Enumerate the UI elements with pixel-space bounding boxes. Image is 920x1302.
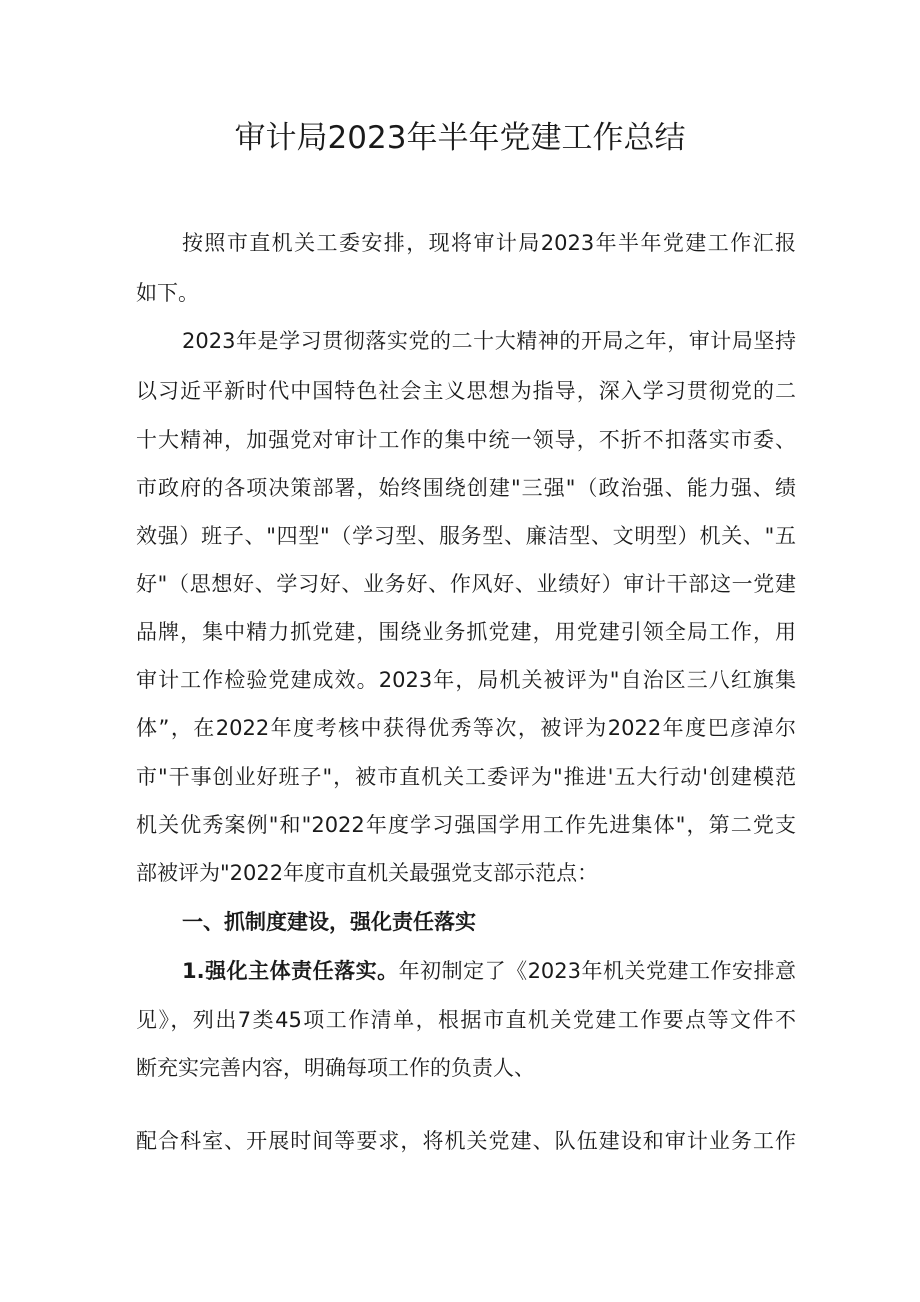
item-line: [182, 956, 796, 986]
paragraph-line: 好"（思想好、学习好、业务好、作风好、业绩好）审计干部这一党建: [136, 572, 796, 596]
paragraph-line: 市"干事创业好班子"，被市直机关工委评为"推进'五大行动'创建模范: [136, 765, 796, 789]
paragraph-line: 十大精神，加强党对审计工作的集中统一领导，不折不扣落实市委、: [136, 428, 796, 452]
paragraph-line: 体”，在2022年度考核中获得优秀等次，被评为2022年度巴彦淖尔: [136, 716, 796, 740]
paragraph-line: 见》，列出7类45项工作清单，根据市直机关党建工作要点等文件不: [136, 1008, 796, 1032]
item-text: 年初制定了《2023年机关党建工作安排意: [398, 959, 796, 983]
paragraph-line: 断充实完善内容，明确每项工作的负责人、: [136, 1056, 535, 1080]
paragraph-line: 效强）班子、"四型"（学习型、服务型、廉洁型、文明型）机关、"五: [136, 524, 796, 548]
paragraph-line: 配合科室、开展时间等要求，将机关党建、队伍建设和审计业务工作: [136, 1129, 796, 1153]
item-heading: 1.强化主体责任落实。: [182, 959, 399, 983]
paragraph-line: 如下。: [136, 281, 199, 305]
section-heading: 一、抓制度建设，强化责任落实: [182, 910, 476, 934]
paragraph-line: 2023年是学习贯彻落实党的二十大精神的开局之年，审计局坚持: [182, 329, 796, 353]
paragraph-line: 部被评为"2022年度市直机关最强党支部示范点：: [136, 861, 599, 885]
document-title: 审计局2023年半年党建工作总结: [234, 120, 686, 156]
paragraph-line: 品牌，集中精力抓党建，围绕业务抓党建，用党建引领全局工作，用: [136, 620, 796, 644]
paragraph-line: 审计工作检验党建成效。2023年，局机关被评为"自治区三八红旗集: [136, 668, 796, 692]
paragraph-line: 按照市直机关工委安排，现将审计局2023年半年党建工作汇报: [182, 231, 796, 255]
paragraph-line: 市政府的各项决策部署，始终围绕创建"三强"（政治强、能力强、绩: [136, 476, 796, 500]
paragraph-line: 机关优秀案例"和"2022年度学习强国学用工作先进集体"，第二党支: [136, 813, 796, 837]
paragraph-line: 以习近平新时代中国特色社会主义思想为指导，深入学习贯彻党的二: [136, 379, 796, 403]
